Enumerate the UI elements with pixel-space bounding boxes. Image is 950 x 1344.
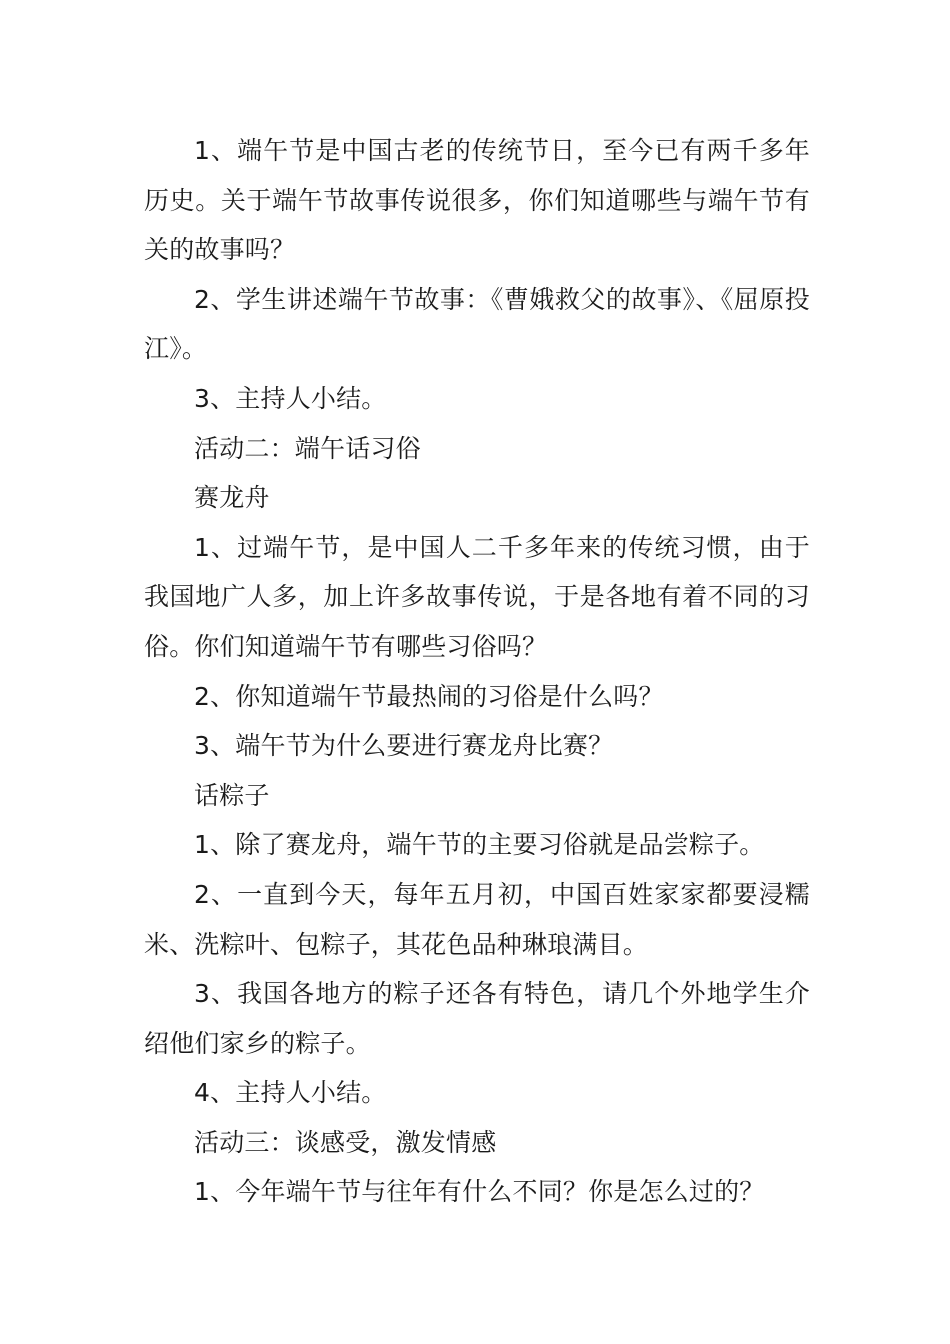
paragraph-why-race: 3、端午节为什么要进行赛龙舟比赛？ (194, 731, 614, 761)
paragraph-zongzi-custom: 1、除了赛龙舟，端午节的主要习俗就是品尝粽子。 (194, 830, 765, 860)
paragraph-host-summary-1: 3、主持人小结。 (194, 383, 387, 413)
paragraph-host-summary-2: 4、主持人小结。 (194, 1078, 387, 1108)
paragraph-dragon-boat-history: 1、端午节是中国古老的传统节日，至今已有两千多年历史。关于端午节故事传说很多，你们知道哪些与端午节有关的故事吗？ (144, 136, 810, 265)
paragraph-liveliest-custom: 2、你知道端午节最热闹的习俗是什么吗？ (194, 681, 664, 711)
paragraph-zongzi-making: 2、一直到今天，每年五月初，中国百姓家家都要浸糯米、洗粽叶、包粽子，其花色品种琳琅满目。 (144, 879, 810, 959)
section-heading-activity-three: 活动三：谈感受，激发情感 (194, 1127, 497, 1157)
paragraph-regional-zongzi: 3、我国各地方的粽子还各有特色，请几个外地学生介绍他们家乡的粽子。 (144, 979, 810, 1058)
document-body (144, 126, 810, 1217)
section-heading-activity-two: 活动二：端午话习俗 (194, 433, 421, 463)
paragraph-customs-intro: 1、过端午节，是中国人二千多年来的传统习惯，由于我国地广人多，加上许多故事传说，于是各地有着不同的习俗。你们知道端午节有哪些习俗吗？ (144, 532, 810, 661)
subheading-zongzi: 话粽子 (194, 780, 270, 810)
paragraph-student-stories: 2、学生讲述端午节故事：《曹娥救父的故事》、《屈原投江》。 (144, 284, 810, 364)
subheading-dragon-boat-race: 赛龙舟 (194, 483, 270, 513)
paragraph-this-year: 1、今年端午节与往年有什么不同？你是怎么过的？ (194, 1177, 765, 1207)
